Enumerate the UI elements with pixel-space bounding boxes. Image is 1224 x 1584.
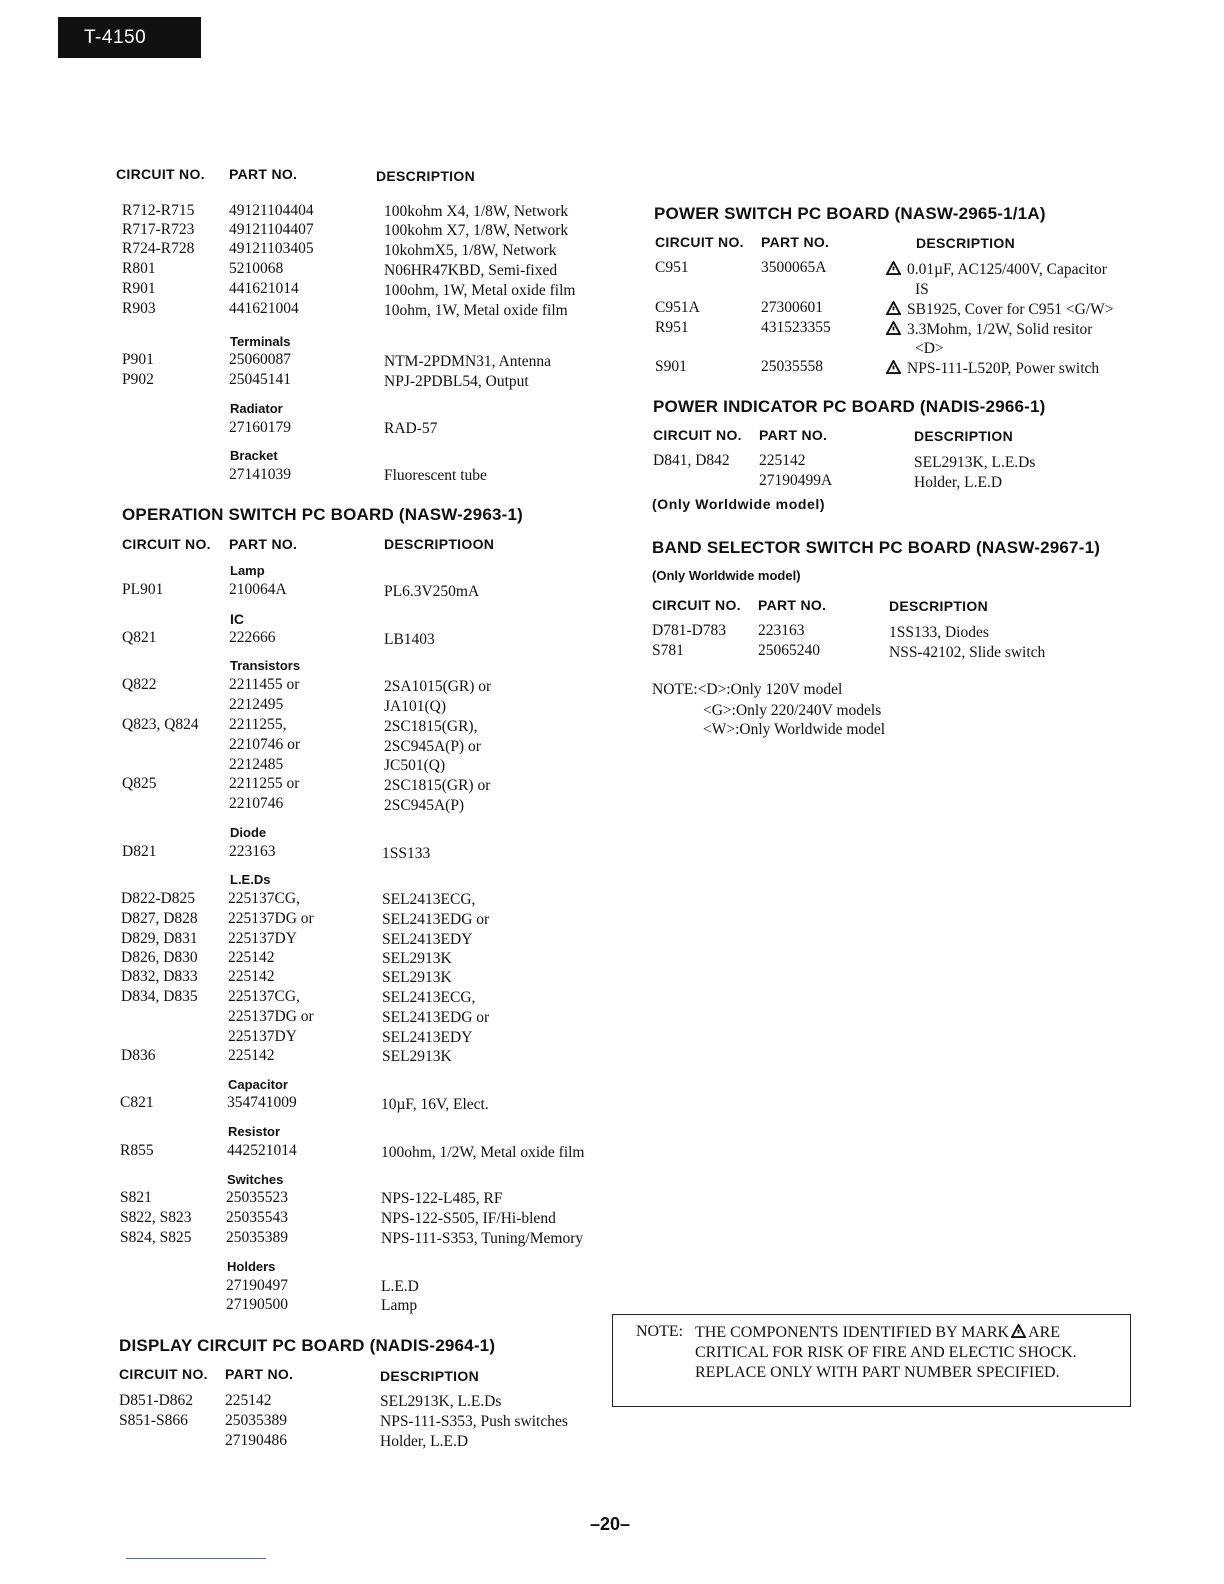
part-no: 225142 [228, 1047, 275, 1064]
section-title-power-indicator: POWER INDICATOR PC BOARD (NADIS-2966-1) [653, 397, 1046, 416]
header-circuit-no: CIRCUIT NO. [122, 536, 211, 552]
part-no: 2210746 or [229, 736, 301, 753]
part-no: 27300601 [761, 299, 823, 316]
description: PL6.3V250mA [384, 583, 480, 600]
circuit-no: S824, S825 [120, 1229, 192, 1246]
part-no: 5210068 [229, 260, 284, 277]
description: SEL2913K [382, 1048, 452, 1065]
description: 3.3Mohm, 1/2W, Solid resitor [907, 321, 1093, 338]
part-no: 2210746 [229, 795, 284, 812]
description: SEL2913K, L.E.Ds [914, 454, 1036, 471]
header-circuit-no: CIRCUIT NO. [652, 597, 741, 613]
note-text-before: THE COMPONENTS IDENTIFIED BY MARK [695, 1324, 1010, 1341]
description: Holder, L.E.D [914, 474, 1003, 491]
description: NTM-2PDMN31, Antenna [384, 353, 552, 370]
part-no: 441621004 [229, 300, 299, 317]
description: Lamp [381, 1297, 418, 1314]
part-no: 225142 [228, 968, 275, 985]
circuit-no: R903 [122, 300, 156, 317]
description: SEL2413EDG or [382, 911, 490, 928]
circuit-no: D832, D833 [121, 968, 198, 985]
description: 100kohm X4, 1/8W, Network [384, 203, 569, 220]
description: Fluorescent tube [384, 467, 487, 484]
part-no: 225142 [225, 1392, 272, 1409]
circuit-no: D841, D842 [653, 452, 730, 469]
critical-warning-icon [886, 301, 901, 315]
description: SEL2413ECG, [382, 891, 476, 908]
group-label-leds: L.E.Ds [230, 872, 271, 887]
description: SEL2913K [382, 950, 452, 967]
group-label-diode: Diode [230, 825, 267, 840]
circuit-no: R717-R723 [122, 221, 195, 238]
description: 100kohm X7, 1/8W, Network [384, 222, 569, 239]
header-circuit-no: CIRCUIT NO. [655, 234, 744, 250]
description: SEL2413ECG, [382, 989, 476, 1006]
description: NSS-42102, Slide switch [889, 644, 1046, 661]
description: SEL2413EDY [382, 931, 473, 948]
header-description: DESCRIPTION [380, 1368, 479, 1384]
part-no: 2211255 or [229, 775, 300, 792]
header-part-no: PART NO. [758, 597, 827, 613]
part-no: 27190486 [225, 1432, 287, 1449]
description: SEL2913K [382, 969, 452, 986]
part-no: 27141039 [229, 466, 291, 483]
part-no: 225142 [228, 949, 275, 966]
circuit-no: D834, D835 [121, 988, 198, 1005]
description: NPS-122-L485, RF [381, 1190, 503, 1207]
band-selector-note: (Only Worldwide model) [652, 568, 801, 583]
header-circuit-no: CIRCUIT NO. [116, 166, 205, 182]
part-no: 210064A [229, 581, 287, 598]
circuit-no: D826, D830 [121, 949, 198, 966]
critical-warning-icon [886, 321, 901, 335]
part-no: 222666 [229, 629, 276, 646]
description: N06HR47KBD, Semi-fixed [384, 262, 558, 279]
part-no: 25035389 [225, 1412, 287, 1429]
group-label-lamp: Lamp [230, 563, 265, 578]
description: 2SC1815(GR), [384, 718, 478, 735]
description: LB1403 [384, 631, 435, 648]
header-circuit-no: CIRCUIT NO. [653, 427, 742, 443]
group-label-transistors: Transistors [230, 658, 301, 673]
footer-rule [126, 1558, 266, 1559]
group-label-bracket: Bracket [230, 448, 278, 463]
part-no: 25065240 [758, 642, 820, 659]
model-note-d: NOTE:<D>:Only 120V model [652, 681, 843, 698]
critical-warning-icon [886, 261, 901, 275]
circuit-no: Q821 [122, 629, 157, 646]
part-no: 225137CG, [228, 988, 300, 1005]
part-no: 2212495 [229, 696, 284, 713]
description: RAD-57 [384, 420, 438, 437]
description: Holder, L.E.D [380, 1433, 469, 1450]
group-label-switches: Switches [227, 1172, 284, 1187]
header-description: DESCRIPTIOON [384, 536, 495, 552]
description-continued: IS [915, 281, 929, 298]
header-description: DESCRIPTION [916, 235, 1015, 251]
description: NPS-111-S353, Tuning/Memory [381, 1230, 584, 1247]
critical-components-note [612, 1314, 1131, 1407]
circuit-no: Q823, Q824 [122, 716, 199, 733]
part-no: 3500065A [761, 259, 827, 276]
part-no: 27190497 [226, 1277, 288, 1294]
description: SEL2413EDG or [382, 1009, 490, 1026]
circuit-no: D851-D862 [119, 1392, 194, 1409]
part-no: 2211455 or [229, 676, 300, 693]
circuit-no: C951A [655, 299, 700, 316]
description-continued: <D> [915, 340, 944, 357]
group-label-radiator: Radiator [230, 401, 283, 416]
description: 2SC945A(P) or [384, 738, 481, 755]
circuit-no: P901 [122, 351, 154, 368]
description: 10µF, 16V, Elect. [381, 1096, 489, 1113]
model-note-w: <W>:Only Worldwide model [703, 721, 886, 738]
part-no: 2211255, [229, 716, 287, 733]
part-no: 442521014 [227, 1142, 297, 1159]
description: NPS-111-S353, Push switches [380, 1413, 568, 1430]
header-part-no: PART NO. [229, 536, 298, 552]
description: SEL2913K, L.E.Ds [380, 1393, 502, 1410]
circuit-no: S901 [655, 358, 687, 375]
description: 10ohm, 1W, Metal oxide film [384, 302, 568, 319]
header-part-no: PART NO. [759, 427, 828, 443]
part-no: 225137DY [228, 1028, 297, 1045]
part-no: 354741009 [227, 1094, 297, 1111]
part-no: 27160179 [229, 419, 291, 436]
description: 10kohmX5, 1/8W, Network [384, 242, 557, 259]
description: 2SC1815(GR) or [384, 777, 491, 794]
circuit-no: S851-S866 [119, 1412, 188, 1429]
part-no: 27190500 [226, 1296, 288, 1313]
critical-warning-icon [886, 360, 901, 374]
note-text [695, 1323, 1115, 1383]
circuit-no: S781 [652, 642, 684, 659]
circuit-no: Q825 [122, 775, 157, 792]
note-text-after: ARE CRITICAL FOR RISK OF FIRE AND ELECTIC SHOCK. REPLACE ONLY WITH PART NUMBER SPECIFIED. [695, 1324, 1077, 1381]
circuit-no: D822-D825 [121, 890, 196, 907]
part-no: 2212485 [229, 756, 284, 773]
description: NPS-122-S505, IF/Hi-blend [381, 1210, 556, 1227]
circuit-no: D836 [121, 1047, 156, 1064]
part-no: 49121104407 [229, 221, 314, 238]
part-no: 25035389 [226, 1229, 288, 1246]
circuit-no: P902 [122, 371, 154, 388]
part-no: 225137CG, [228, 890, 300, 907]
header-description: DESCRIPTION [376, 168, 475, 184]
model-tab: T-4150 [58, 17, 201, 58]
power-indicator-note: (Only Worldwide model) [652, 496, 826, 512]
circuit-no: D821 [122, 843, 157, 860]
circuit-no: D827, D828 [121, 910, 198, 927]
description: 2SA1015(GR) or [384, 678, 492, 695]
part-no: 27190499A [759, 472, 833, 489]
description: 100ohm, 1W, Metal oxide film [384, 282, 576, 299]
header-circuit-no: CIRCUIT NO. [119, 1366, 208, 1382]
circuit-no: D829, D831 [121, 930, 198, 947]
group-label-ic: IC [230, 611, 244, 627]
circuit-no: R712-R715 [122, 202, 195, 219]
circuit-no: C951 [655, 259, 689, 276]
description: L.E.D [381, 1278, 419, 1295]
part-no: 225137DG or [228, 1008, 314, 1025]
part-no: 25035558 [761, 358, 823, 375]
part-no: 225142 [759, 452, 806, 469]
header-part-no: PART NO. [229, 166, 298, 182]
circuit-no: C821 [120, 1094, 154, 1111]
circuit-no: R724-R728 [122, 240, 195, 257]
description: SB1925, Cover for C951 <G/W> [907, 301, 1114, 318]
description-critical [886, 321, 1092, 339]
description: JC501(Q) [384, 757, 446, 774]
part-no: 25060087 [229, 351, 291, 368]
circuit-no: R855 [120, 1142, 154, 1159]
part-no: 25035523 [226, 1189, 288, 1206]
critical-warning-icon [1011, 1324, 1026, 1338]
note-label: NOTE: [636, 1323, 684, 1340]
part-no: 431523355 [761, 319, 831, 336]
description-critical [886, 301, 1114, 319]
part-no: 225137DY [228, 930, 297, 947]
section-title-band-selector: BAND SELECTOR SWITCH PC BOARD (NASW-2967-1) [652, 538, 1101, 557]
section-title-power-switch: POWER SWITCH PC BOARD (NASW-2965-1/1A) [654, 204, 1046, 223]
header-part-no: PART NO. [761, 234, 830, 250]
circuit-no: R951 [655, 319, 689, 336]
part-no: 225137DG or [228, 910, 314, 927]
description-critical [886, 261, 1107, 279]
group-label-terminals: Terminals [230, 334, 291, 349]
description: NPJ-2PDBL54, Output [384, 373, 529, 390]
part-no: 25035543 [226, 1209, 288, 1226]
circuit-no: Q822 [122, 676, 157, 693]
part-no: 49121104404 [229, 202, 314, 219]
description: 100ohm, 1/2W, Metal oxide film [381, 1144, 585, 1161]
header-part-no: PART NO. [225, 1366, 294, 1382]
circuit-no: R901 [122, 280, 156, 297]
header-description: DESCRIPTION [914, 428, 1013, 444]
model-note-g: <G>:Only 220/240V models [703, 702, 882, 719]
part-no: 223163 [758, 622, 805, 639]
description: 1SS133 [382, 845, 431, 862]
section-title-display-circuit: DISPLAY CIRCUIT PC BOARD (NADIS-2964-1) [119, 1336, 496, 1355]
part-no: 25045141 [229, 371, 291, 388]
circuit-no: R801 [122, 260, 156, 277]
description-critical [886, 360, 1099, 378]
circuit-no: PL901 [122, 581, 164, 598]
circuit-no: S822, S823 [120, 1209, 192, 1226]
description: 2SC945A(P) [384, 797, 465, 814]
section-title-operation-switch: OPERATION SWITCH PC BOARD (NASW-2963-1) [122, 505, 523, 524]
part-no: 441621014 [229, 280, 299, 297]
circuit-no: D781-D783 [652, 622, 727, 639]
part-no: 223163 [229, 843, 276, 860]
group-label-holders: Holders [227, 1259, 276, 1274]
group-label-resistor: Resistor [228, 1124, 281, 1139]
group-label-capacitor: Capacitor [228, 1077, 288, 1092]
description: NPS-111-L520P, Power switch [907, 360, 1100, 377]
part-no: 49121103405 [229, 240, 314, 257]
header-description: DESCRIPTION [889, 598, 988, 614]
description: JA101(Q) [384, 698, 446, 715]
page-number: –20– [590, 1514, 631, 1534]
description: 0.01µF, AC125/400V, Capacitor [907, 261, 1107, 278]
description: 1SS133, Diodes [889, 624, 989, 641]
circuit-no: S821 [120, 1189, 152, 1206]
description: SEL2413EDY [382, 1029, 473, 1046]
